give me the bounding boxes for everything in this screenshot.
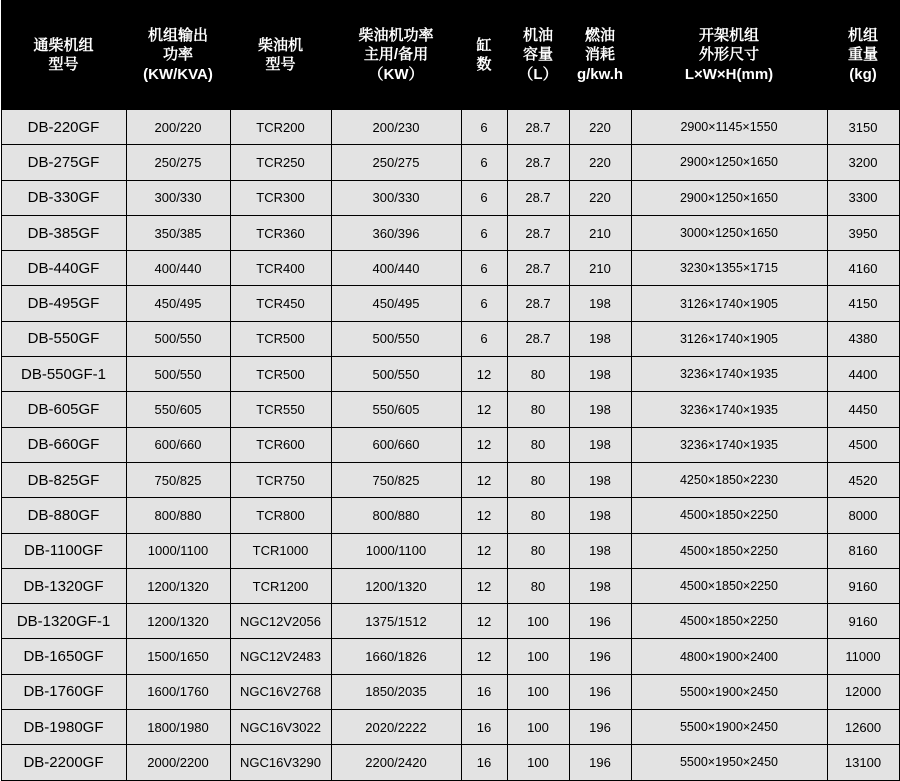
cell-fuel: 198 [569,427,631,462]
cell-oil: 28.7 [507,180,569,215]
cell-oil: 28.7 [507,110,569,145]
table-row [1,745,899,780]
cell-dims: 2900×1250×1650 [631,180,827,215]
column-header-line: 机油 [522,27,553,45]
cell-cyl: 12 [461,568,507,603]
cell-engine: TCR450 [230,286,331,321]
cell-model: DB-1980GF [1,710,126,745]
cell-enginepower: 300/330 [331,180,461,215]
table-row [1,145,899,180]
table-row [1,321,899,356]
column-header-line: 柴油机 [257,36,303,54]
cell-enginepower: 750/825 [331,462,461,497]
cell-dims: 5500×1950×2450 [631,745,827,780]
cell-model: DB-605GF [1,392,126,427]
cell-enginepower: 800/880 [331,498,461,533]
cell-cyl: 6 [461,286,507,321]
cell-power: 250/275 [126,145,230,180]
cell-model: DB-1650GF [1,639,126,674]
cell-power: 800/880 [126,498,230,533]
cell-weight: 4380 [827,321,899,356]
cell-enginepower: 250/275 [331,145,461,180]
cell-weight: 13100 [827,745,899,780]
cell-dims: 4800×1900×2400 [631,639,827,674]
table-row [1,604,899,639]
cell-fuel: 196 [569,604,631,639]
column-header-line: （KW） [368,65,424,83]
cell-model: DB-220GF [1,110,126,145]
cell-model: DB-2200GF [1,745,126,780]
cell-enginepower: 2200/2420 [331,745,461,780]
cell-fuel: 198 [569,568,631,603]
cell-model: DB-1320GF [1,568,126,603]
cell-power: 1200/1320 [126,604,230,639]
cell-dims: 5500×1900×2450 [631,674,827,709]
column-header-1 [126,1,230,110]
cell-weight: 11000 [827,639,899,674]
table-row [1,392,899,427]
cell-oil: 80 [507,568,569,603]
table-row [1,251,899,286]
cell-power: 1600/1760 [126,674,230,709]
cell-engine: TCR500 [230,321,331,356]
cell-cyl: 12 [461,462,507,497]
cell-engine: TCR750 [230,462,331,497]
cell-model: DB-1760GF [1,674,126,709]
table-body [1,110,899,781]
cell-engine: TCR1200 [230,568,331,603]
column-header-7 [631,1,827,110]
column-header-line: 外形尺寸 [698,46,759,64]
table-row [1,568,899,603]
column-header-4 [461,1,507,110]
column-header-line: 型号 [48,56,79,73]
cell-model: DB-330GF [1,180,126,215]
column-header-line: 重量 [847,46,878,64]
cell-power: 2000/2200 [126,745,230,780]
cell-power: 500/550 [126,321,230,356]
column-header-line: 数 [476,56,492,73]
column-header-5 [507,1,569,110]
cell-cyl: 12 [461,498,507,533]
column-header-6 [569,1,631,110]
cell-fuel: 196 [569,745,631,780]
cell-oil: 80 [507,357,569,392]
cell-fuel: 196 [569,710,631,745]
cell-oil: 28.7 [507,145,569,180]
column-header-line: 功率 [162,46,193,64]
cell-weight: 8160 [827,533,899,568]
cell-model: DB-440GF [1,251,126,286]
table-row [1,357,899,392]
cell-dims: 3126×1740×1905 [631,321,827,356]
cell-dims: 3126×1740×1905 [631,286,827,321]
cell-engine: NGC16V3022 [230,710,331,745]
cell-engine: TCR1000 [230,533,331,568]
cell-enginepower: 2020/2222 [331,710,461,745]
cell-enginepower: 200/230 [331,110,461,145]
cell-dims: 3000×1250×1650 [631,215,827,250]
cell-weight: 4450 [827,392,899,427]
cell-fuel: 198 [569,286,631,321]
table-row [1,215,899,250]
generator-spec-table [1,0,900,781]
cell-model: DB-1320GF-1 [1,604,126,639]
table-row [1,110,899,145]
cell-oil: 100 [507,710,569,745]
column-header-line: 通柴机组 [33,36,94,54]
cell-engine: TCR800 [230,498,331,533]
cell-power: 450/495 [126,286,230,321]
cell-dims: 5500×1900×2450 [631,710,827,745]
cell-dims: 4500×1850×2250 [631,604,827,639]
cell-engine: TCR550 [230,392,331,427]
cell-weight: 9160 [827,568,899,603]
cell-weight: 12000 [827,674,899,709]
cell-fuel: 210 [569,215,631,250]
column-header-3 [331,1,461,110]
column-header-line: (kg) [849,65,877,83]
cell-fuel: 198 [569,357,631,392]
cell-engine: TCR360 [230,215,331,250]
cell-enginepower: 360/396 [331,215,461,250]
cell-oil: 100 [507,674,569,709]
column-header-line: 缸 [476,36,492,54]
cell-cyl: 6 [461,180,507,215]
cell-fuel: 210 [569,251,631,286]
cell-weight: 8000 [827,498,899,533]
cell-enginepower: 400/440 [331,251,461,286]
cell-power: 1800/1980 [126,710,230,745]
cell-power: 1500/1650 [126,639,230,674]
cell-weight: 3200 [827,145,899,180]
cell-fuel: 198 [569,533,631,568]
column-header-line: (KW/KVA) [143,65,213,83]
cell-power: 1200/1320 [126,568,230,603]
cell-power: 750/825 [126,462,230,497]
column-header-line: 燃油 [584,27,615,45]
cell-model: DB-275GF [1,145,126,180]
cell-model: DB-550GF [1,321,126,356]
cell-model: DB-385GF [1,215,126,250]
table-row [1,498,899,533]
cell-model: DB-660GF [1,427,126,462]
cell-dims: 4500×1850×2250 [631,498,827,533]
cell-cyl: 6 [461,215,507,250]
cell-dims: 4250×1850×2230 [631,462,827,497]
column-header-line: 机组输出 [147,27,208,45]
column-header-line: 主用/备用 [363,46,429,64]
cell-oil: 80 [507,392,569,427]
cell-cyl: 16 [461,674,507,709]
column-header-line: L×W×H(mm) [684,65,774,83]
cell-dims: 2900×1250×1650 [631,145,827,180]
cell-weight: 4150 [827,286,899,321]
cell-power: 500/550 [126,357,230,392]
cell-engine: NGC16V2768 [230,674,331,709]
table-row [1,533,899,568]
column-header-line: 型号 [265,56,296,73]
column-header-line: （L） [518,65,558,83]
column-header-line: 机组 [847,27,878,45]
cell-power: 550/605 [126,392,230,427]
table-row [1,710,899,745]
table-row [1,462,899,497]
cell-weight: 9160 [827,604,899,639]
cell-fuel: 220 [569,180,631,215]
cell-dims: 3236×1740×1935 [631,357,827,392]
cell-engine: TCR400 [230,251,331,286]
cell-dims: 3236×1740×1935 [631,427,827,462]
cell-power: 600/660 [126,427,230,462]
cell-enginepower: 500/550 [331,357,461,392]
cell-oil: 80 [507,462,569,497]
cell-enginepower: 1850/2035 [331,674,461,709]
cell-oil: 28.7 [507,251,569,286]
table-row [1,674,899,709]
column-header-line: 柴油机功率 [358,27,434,45]
cell-power: 350/385 [126,215,230,250]
cell-weight: 3950 [827,215,899,250]
cell-model: DB-495GF [1,286,126,321]
cell-engine: NGC12V2483 [230,639,331,674]
cell-enginepower: 550/605 [331,392,461,427]
cell-engine: TCR600 [230,427,331,462]
cell-dims: 3236×1740×1935 [631,392,827,427]
header-row [1,1,899,110]
cell-cyl: 12 [461,604,507,639]
table-row [1,180,899,215]
cell-weight: 4500 [827,427,899,462]
cell-enginepower: 1000/1100 [331,533,461,568]
cell-oil: 80 [507,498,569,533]
cell-fuel: 198 [569,498,631,533]
cell-enginepower: 600/660 [331,427,461,462]
cell-cyl: 12 [461,357,507,392]
table-row [1,639,899,674]
cell-weight: 3150 [827,110,899,145]
cell-oil: 80 [507,533,569,568]
cell-engine: NGC16V3290 [230,745,331,780]
cell-fuel: 196 [569,639,631,674]
cell-power: 1000/1100 [126,533,230,568]
cell-fuel: 198 [569,462,631,497]
cell-fuel: 220 [569,110,631,145]
column-header-0 [1,1,126,110]
cell-fuel: 198 [569,392,631,427]
cell-cyl: 6 [461,145,507,180]
cell-enginepower: 450/495 [331,286,461,321]
cell-cyl: 6 [461,321,507,356]
cell-cyl: 12 [461,427,507,462]
cell-power: 300/330 [126,180,230,215]
cell-engine: TCR300 [230,180,331,215]
cell-weight: 4400 [827,357,899,392]
cell-oil: 100 [507,745,569,780]
column-header-8 [827,1,899,110]
cell-engine: NGC12V2056 [230,604,331,639]
cell-weight: 12600 [827,710,899,745]
cell-power: 400/440 [126,251,230,286]
cell-weight: 4160 [827,251,899,286]
cell-enginepower: 1375/1512 [331,604,461,639]
column-header-2 [230,1,331,110]
cell-cyl: 12 [461,639,507,674]
cell-cyl: 16 [461,745,507,780]
cell-engine: TCR500 [230,357,331,392]
table-header [1,1,899,110]
cell-dims: 4500×1850×2250 [631,568,827,603]
cell-enginepower: 1660/1826 [331,639,461,674]
cell-oil: 80 [507,427,569,462]
cell-oil: 100 [507,639,569,674]
cell-engine: TCR200 [230,110,331,145]
cell-enginepower: 1200/1320 [331,568,461,603]
cell-cyl: 16 [461,710,507,745]
cell-weight: 4520 [827,462,899,497]
column-header-line: 消耗 [584,46,615,64]
cell-fuel: 196 [569,674,631,709]
cell-weight: 3300 [827,180,899,215]
cell-oil: 100 [507,604,569,639]
column-header-line: 开架机组 [698,27,759,45]
cell-cyl: 6 [461,251,507,286]
cell-oil: 28.7 [507,215,569,250]
cell-model: DB-825GF [1,462,126,497]
cell-cyl: 12 [461,392,507,427]
cell-fuel: 198 [569,321,631,356]
cell-model: DB-1100GF [1,533,126,568]
cell-power: 200/220 [126,110,230,145]
column-header-line: g/kw.h [576,65,624,83]
cell-fuel: 220 [569,145,631,180]
table-row [1,286,899,321]
cell-enginepower: 500/550 [331,321,461,356]
cell-oil: 28.7 [507,321,569,356]
cell-engine: TCR250 [230,145,331,180]
column-header-line: 容量 [522,46,553,64]
cell-model: DB-880GF [1,498,126,533]
cell-dims: 4500×1850×2250 [631,533,827,568]
cell-dims: 2900×1145×1550 [631,110,827,145]
cell-dims: 3230×1355×1715 [631,251,827,286]
cell-cyl: 12 [461,533,507,568]
cell-cyl: 6 [461,110,507,145]
table-row [1,427,899,462]
cell-oil: 28.7 [507,286,569,321]
cell-model: DB-550GF-1 [1,357,126,392]
